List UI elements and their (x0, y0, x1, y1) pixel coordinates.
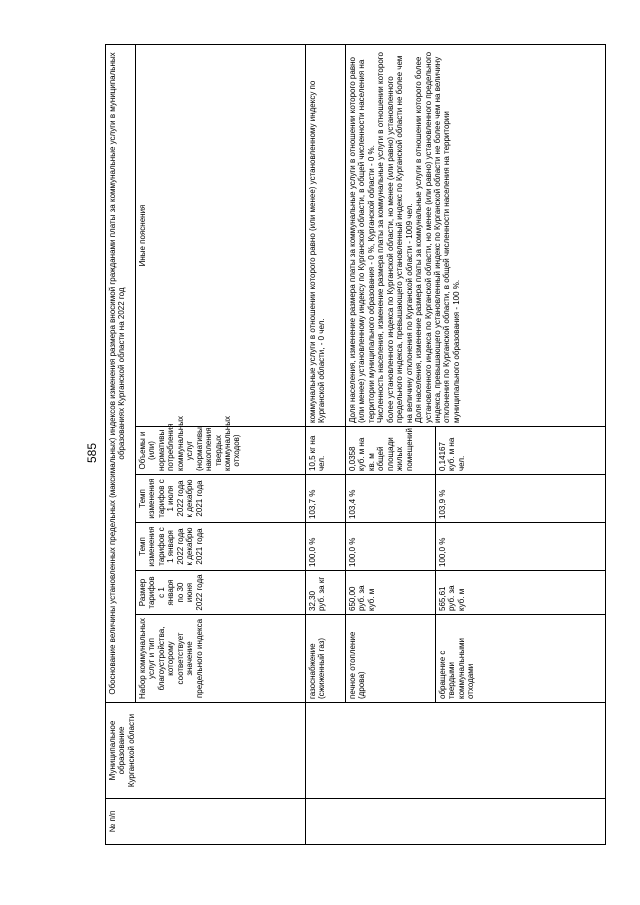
header-justification: Обоснование величины установленных предельных (максимальных) индексов изменения размера вносимой гражданами платы за коммунальные услуги в муниципальных образованиях Курганской области на 2022 год (106, 45, 136, 703)
header-tariff: Размер тарифов с 1 января по 30 июня 2022 года (136, 571, 306, 615)
tariff-justification-table (105, 44, 606, 845)
notes-block (346, 45, 606, 427)
cell-municipality (306, 703, 606, 799)
notes-paragraph: Доля населения, изменение размера платы за коммунальные услуги в отношении которого более установленного индекса по Курганской области, но менее (или равно) установленного предельного индекса, превышающего установленный индекс по Курганской области не более чем на величину отклонения по Курганской области, в общей численности населения на территории муниципального образования - 100 %. (414, 51, 461, 423)
notes-paragraph: Доля населения, изменение размера платы за коммунальные услуги в отношении которого равно (или менее) установленному индексу по Курганской области, в общей численности населения на территории муниципального образования - 0 %, Курганской области - 0 %. (348, 57, 376, 423)
row-change-jan: 100,0 % (436, 523, 606, 571)
row-change-jul: 103,7 % (306, 475, 346, 523)
header-municipality: Муниципальное образование Курганской области (106, 703, 306, 799)
row-notes: коммунальные услуги в отношении которого равно (или менее) установленному индексу по Курганской области, - 0 чел. (306, 45, 346, 427)
row-change-jan: 100,0 % (346, 523, 436, 571)
notes-paragraph: Численность населения, изменение размера платы за коммунальные услуги в отношении которого более установленного индекса по Курганской области, но менее (или равно) установленного предельного индекса, превышающего установленный индекс по Курганской области не более чем на величину отклонения по Курганской области - 1009 чел. (376, 52, 414, 423)
header-change-jan: Темп изменения тарифов с 1 января 2022 года к декабрю 2021 года (136, 523, 306, 571)
row-tariff: 565,61 руб. за куб. м (436, 571, 606, 615)
header-service-set: Набор коммунальных услуг и тип благоустройства, которому соответствует значение предельного индекса (136, 615, 306, 703)
row-change-jul: 103,4 % (346, 475, 436, 523)
header-volume: Объемы и (или) нормативы потребления коммунальных услуг (нормативы накопления твердых коммунальных отходов) (136, 427, 306, 475)
row-volume: 0,14167 куб. м на чел. (436, 427, 606, 475)
row-change-jan: 100,0 % (306, 523, 346, 571)
row-change-jul: 103,9 % (436, 475, 606, 523)
row-service: газоснабжение (сжиженный газ) (306, 615, 346, 703)
row-tariff: 32,30 руб. за кг (306, 571, 346, 615)
header-num: № п/п (106, 799, 306, 845)
row-volume: 10,5 кг на чел. (306, 427, 346, 475)
row-tariff: 650,00 руб. за куб. м (346, 571, 436, 615)
row-volume: 0,0358 куб. м на кв. м общей площади жилых помещений (346, 427, 436, 475)
rotated-table-wrapper (105, 45, 605, 845)
row-service: печное отопление (дрова) (346, 615, 436, 703)
row-service: обращение с твердыми коммунальными отходами (436, 615, 606, 703)
header-notes: Иные пояснения (136, 45, 306, 427)
page-number: 585 (85, 442, 99, 464)
header-change-jul: Темп изменения тарифов с 1 июля 2022 года к декабрю 2021 года (136, 475, 306, 523)
cell-num (306, 799, 606, 845)
